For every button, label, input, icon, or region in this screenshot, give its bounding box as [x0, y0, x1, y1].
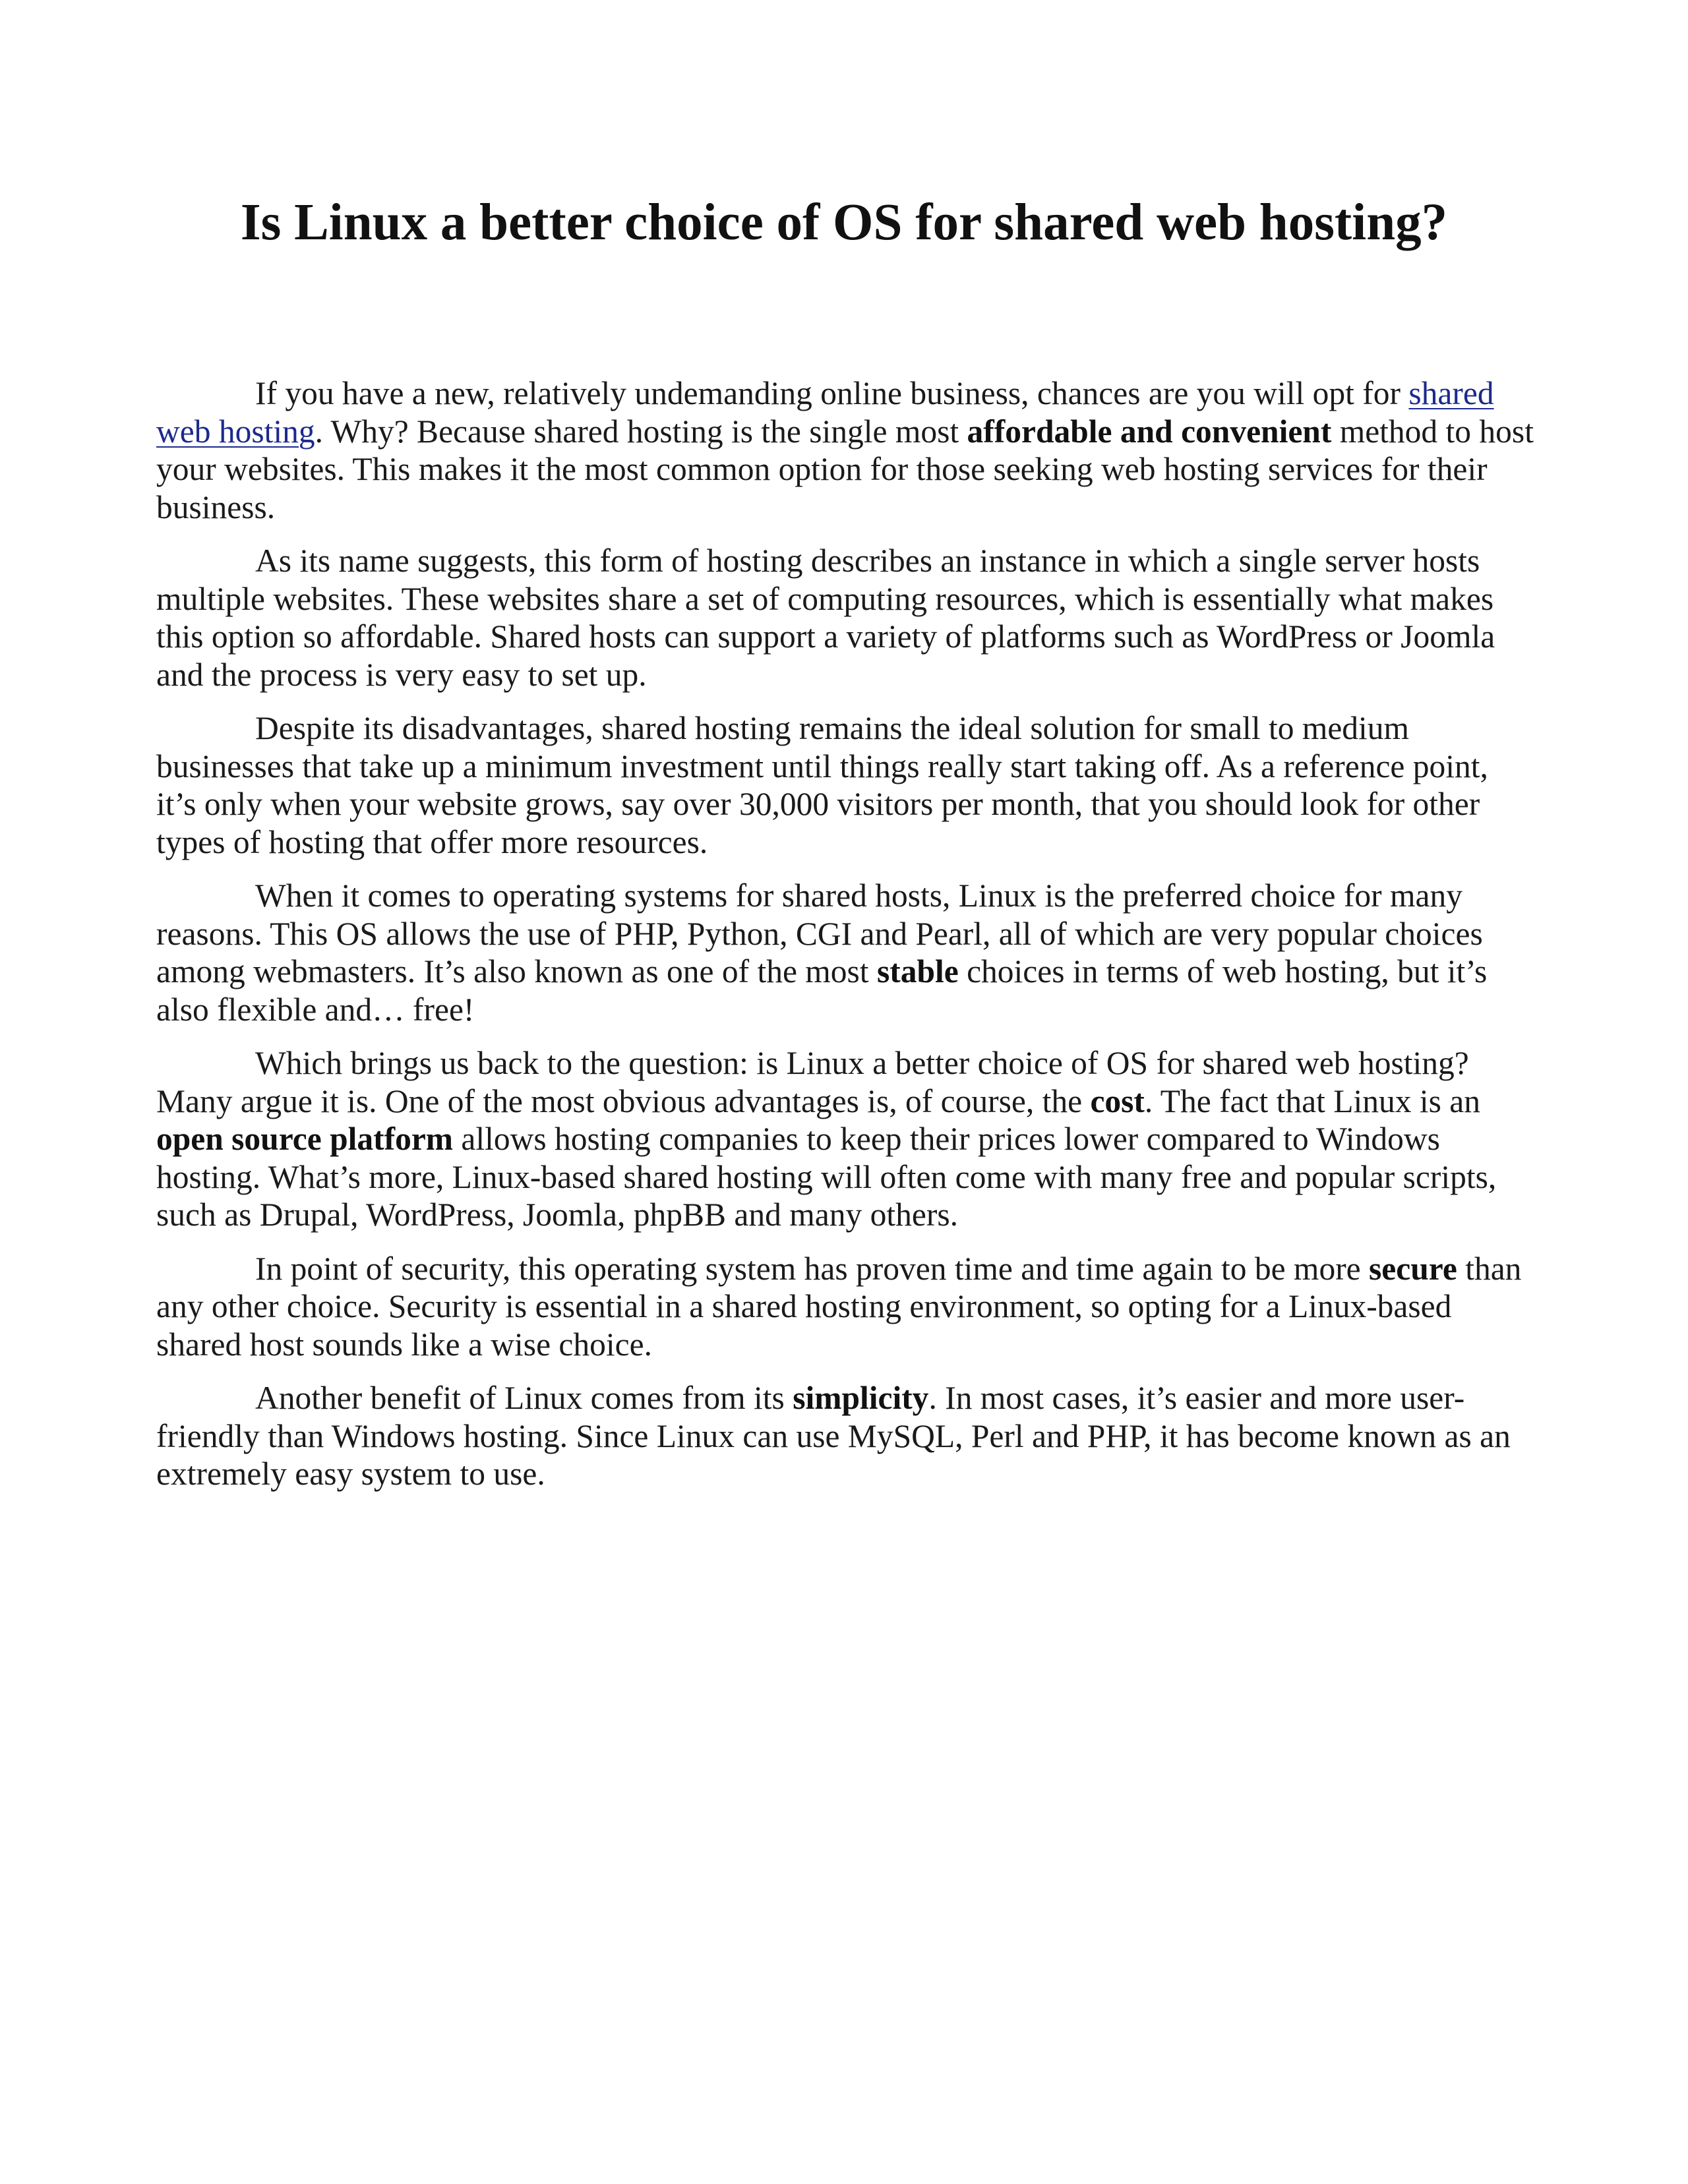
paragraph-text: . In most cases, it’s easier and more user-friendly than Windows hosting. Since Linux can use MySQL, Perl and PHP, it has become known as an extremely easy system to use.: [156, 1380, 1511, 1492]
paragraph-text: If you have a new, relatively undemanding online business, chances are you will opt for: [255, 375, 1409, 411]
paragraph-text: method to host your websites. This makes it the most common option for those seeking web hosting services for their business.: [156, 413, 1534, 525]
paragraph-text: Which brings us back to the question: is Linux a better choice of OS for shared web hosting? Many argue it is. One of the most obvious advantages is, of course, the: [156, 1045, 1469, 1119]
document-body: [156, 374, 1534, 1509]
paragraph-text: Another benefit of Linux comes from its: [255, 1380, 793, 1416]
paragraph-text: Despite its disadvantages, shared hosting remains the ideal solution for small to medium businesses that take up a minimum investment until things really start taking off. As a reference point, it’s only when your website grows, say over 30,000 visitors per month, that you should look for other types of hosting that offer more resources.: [156, 710, 1488, 860]
paragraph-text: . The fact that Linux is an: [1144, 1082, 1480, 1119]
paragraph-text: When it comes to operating systems for shared hosts, Linux is the preferred choice for many reasons. This OS allows the use of PHP, Python, CGI and Pearl, all of which are very popular choices among webmasters. It’s also known as one of the most: [156, 877, 1483, 989]
bold-emphasis: stable: [876, 953, 959, 989]
paragraph-cost: [156, 1044, 1534, 1234]
paragraph-text: than any other choice. Security is essential in a shared hosting environment, so opting for a Linux-based shared host sounds like a wise choice.: [156, 1250, 1522, 1363]
bold-emphasis: simplicity: [793, 1380, 929, 1416]
paragraph-text: choices in terms of web hosting, but it’s also flexible and… free!: [156, 953, 1488, 1028]
paragraph-disadvantages: [156, 709, 1534, 861]
paragraph-intro: [156, 374, 1534, 526]
paragraph-simplicity: [156, 1379, 1534, 1493]
paragraph-definition: [156, 542, 1534, 694]
bold-emphasis: affordable and convenient: [967, 413, 1332, 450]
bold-emphasis: cost: [1090, 1082, 1145, 1119]
paragraph-text: In point of security, this operating system has proven time and time again to be more: [255, 1250, 1370, 1287]
paragraph-operating-systems: [156, 877, 1534, 1028]
document-title: Is Linux a better choice of OS for shared web hosting?: [240, 194, 1448, 251]
paragraph-security: [156, 1250, 1534, 1364]
bold-emphasis: open source platform: [156, 1121, 454, 1157]
paragraph-text: . Why? Because shared hosting is the single most: [315, 413, 967, 450]
bold-emphasis: secure: [1369, 1250, 1457, 1287]
paragraph-text: allows hosting companies to keep their prices lower compared to Windows hosting. What’s more, Linux-based shared hosting will often come with many free and popular scripts, such as Drupal, WordPress, Joomla, phpBB and many others.: [156, 1121, 1497, 1233]
shared-web-hosting-link[interactable]: shared web hosting: [156, 375, 1494, 450]
paragraph-text: As its name suggests, this form of hosting describes an instance in which a single server hosts multiple websites. These websites share a set of computing resources, which is essentially what makes this option so affordable. Shared hosts can support a variety of platforms such as WordPress or Joomla and the process is very easy to set up.: [156, 543, 1495, 693]
